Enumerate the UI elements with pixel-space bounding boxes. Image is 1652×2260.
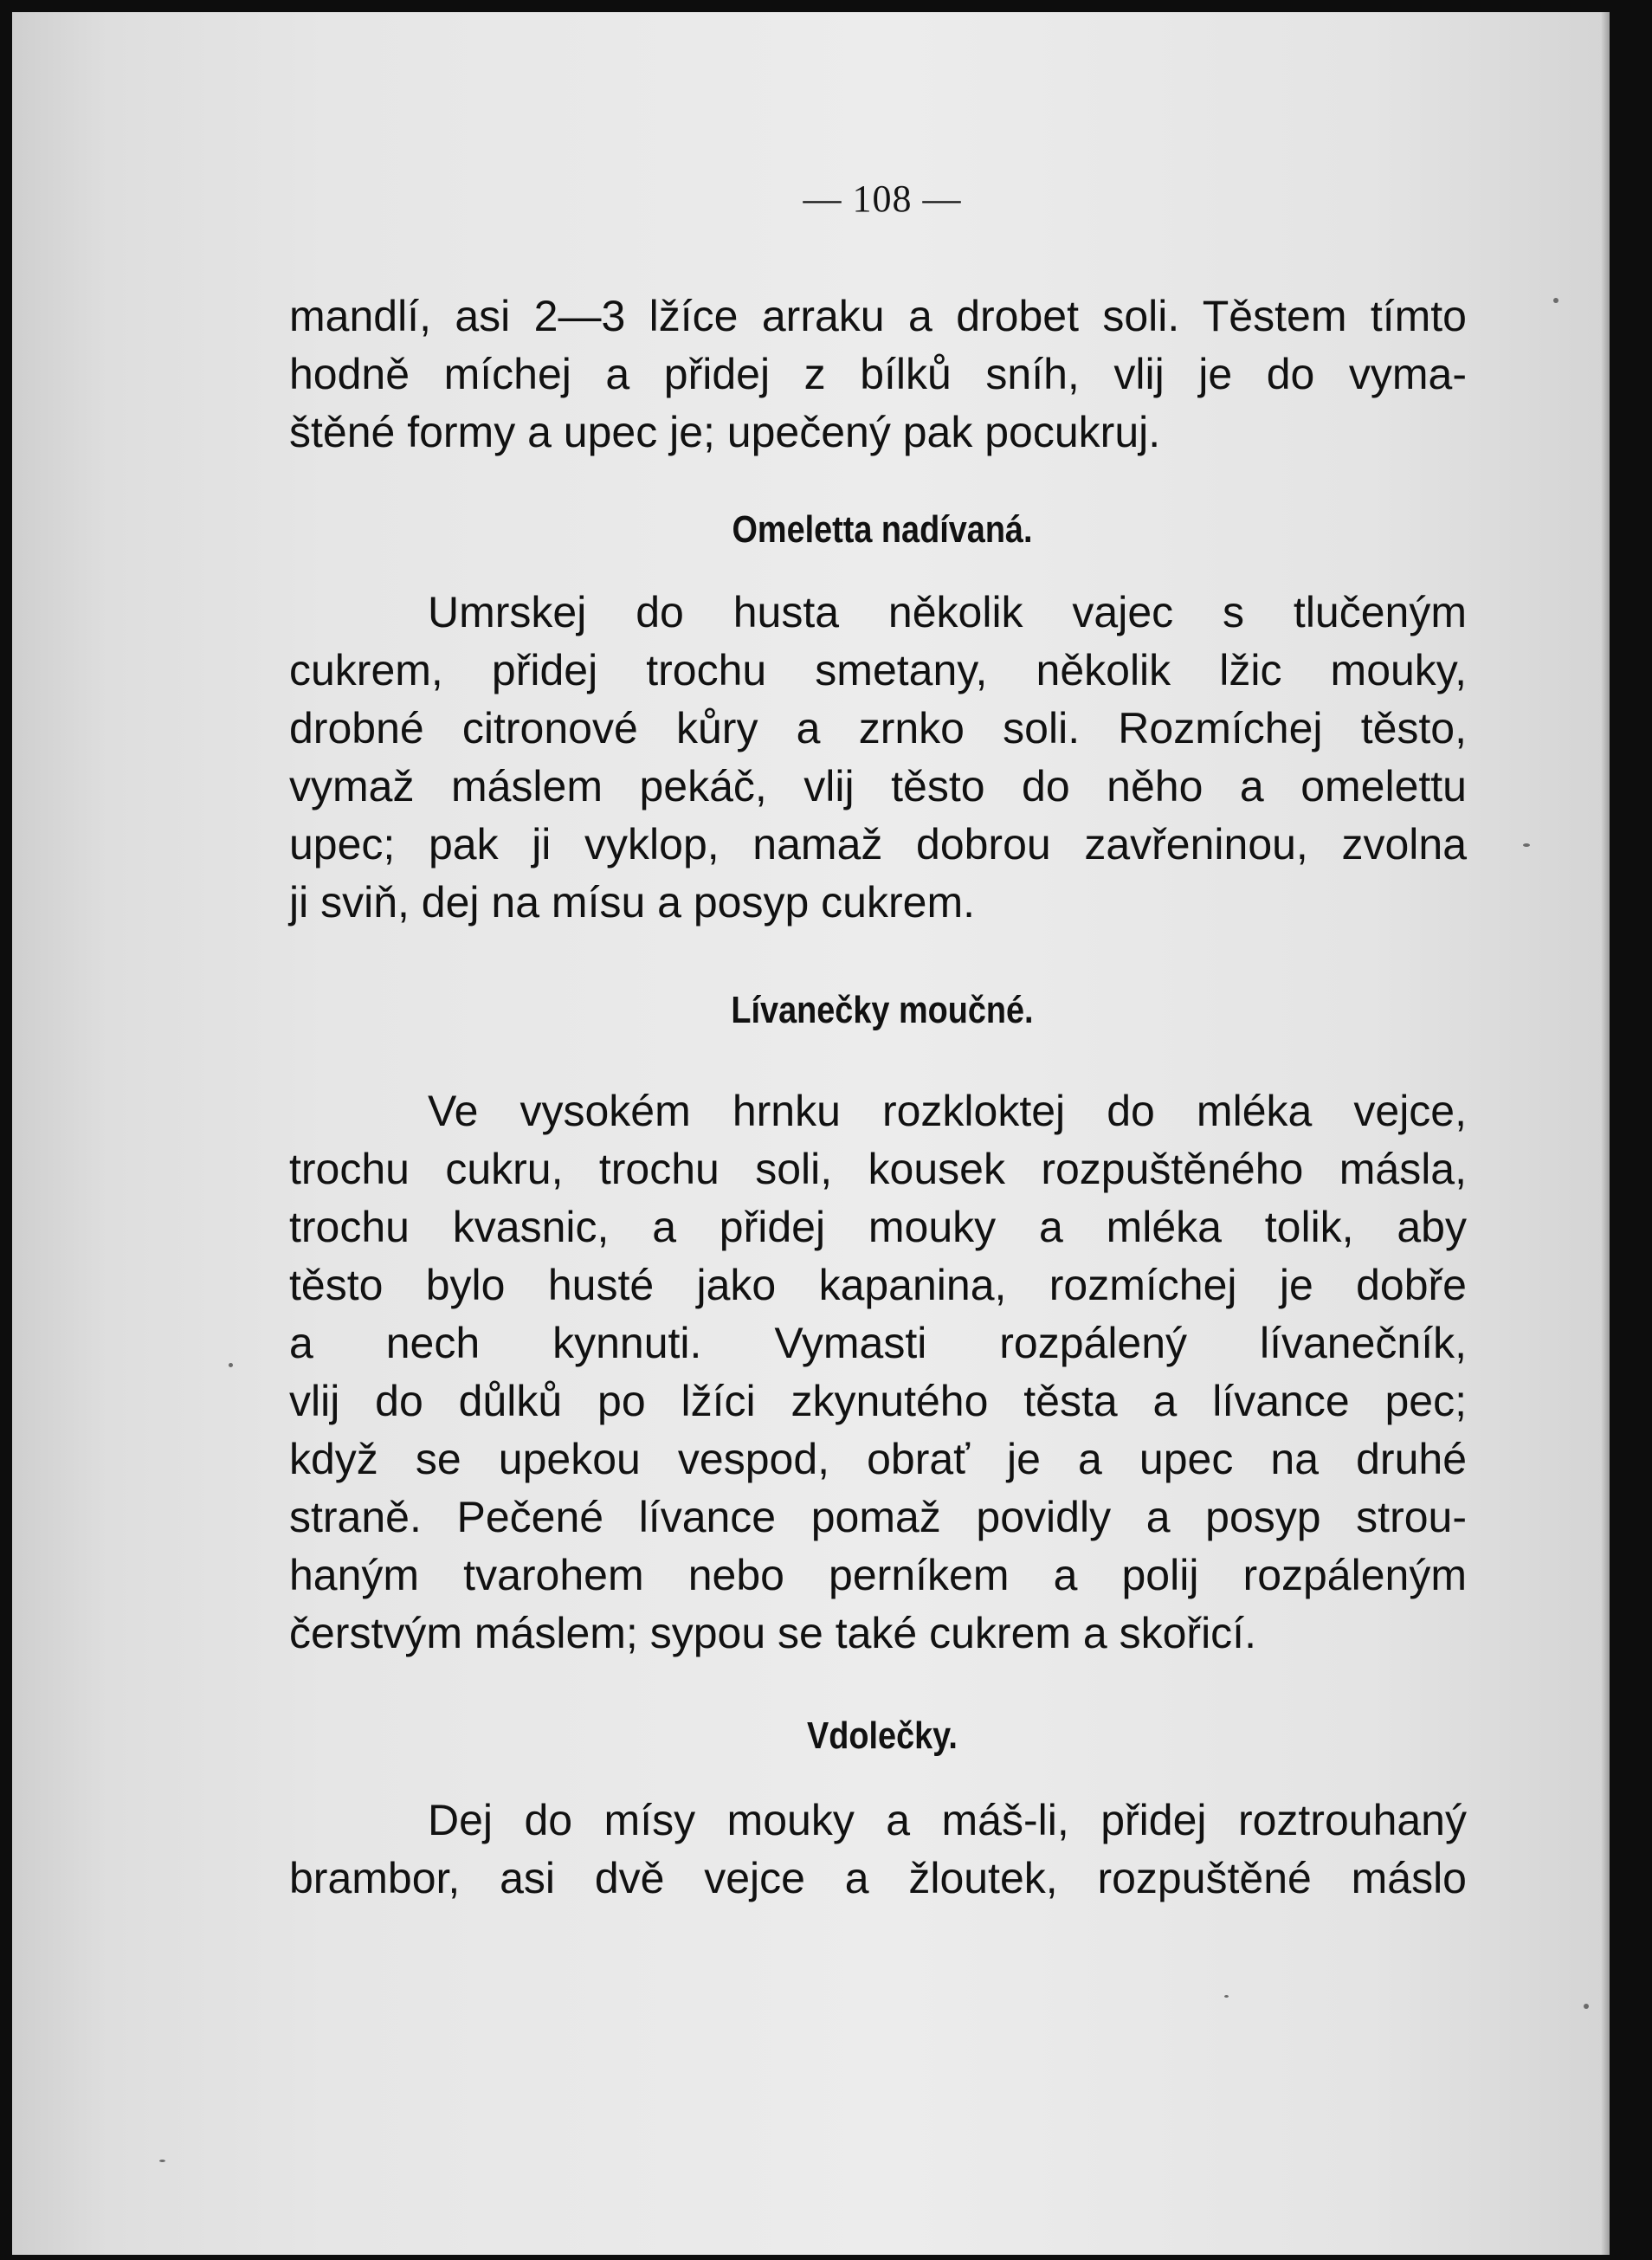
text-line: Umrskej do husta několik vajec s tlučeným bbox=[428, 588, 1467, 636]
print-speck bbox=[1224, 1995, 1229, 1998]
section-heading-livanecky: Lívanečky moučné. bbox=[731, 989, 1034, 1031]
text-line: trochu cukru, trochu soli, kousek rozpuštěného másla, bbox=[289, 1145, 1467, 1193]
section-heading-vdolecky: Vdolečky. bbox=[807, 1714, 958, 1757]
intro-paragraph bbox=[289, 287, 1467, 462]
text-line: těsto bylo husté jako kapanina, rozmíchej je dobře bbox=[289, 1261, 1467, 1309]
print-speck bbox=[1523, 843, 1530, 847]
text-line: a nech kynnuti. Vymasti rozpálený lívanečník, bbox=[289, 1319, 1467, 1367]
page-edge-shadow bbox=[1601, 12, 1610, 2255]
print-speck bbox=[159, 2160, 165, 2162]
text-line: vymaž máslem pekáč, vlij těsto do něho a omelettu bbox=[289, 762, 1467, 810]
text-line: cukrem, přidej trochu smetany, několik lžic mouky, bbox=[289, 646, 1467, 694]
section-paragraph-livanecky bbox=[289, 1082, 1467, 1663]
print-speck bbox=[1553, 298, 1558, 303]
section-paragraph-vdolecky bbox=[289, 1792, 1467, 1908]
text-line: haným tvarohem nebo perníkem a polij rozpáleným bbox=[289, 1551, 1467, 1599]
book-page bbox=[12, 12, 1610, 2255]
text-line: drobné citronové kůry a zrnko soli. Rozmíchej těsto, bbox=[289, 704, 1467, 752]
text-line: vlij do důlků po lžíci zkynutého těsta a lívance pec; bbox=[289, 1377, 1467, 1425]
print-speck bbox=[1584, 2004, 1589, 2009]
section-heading-omeletta: Omeletta nadívaná. bbox=[732, 508, 1033, 551]
text-line: když se upekou vespod, obrať je a upec na druhé bbox=[289, 1435, 1467, 1483]
text-line: Ve vysokém hrnku rozkloktej do mléka vejce, bbox=[428, 1087, 1467, 1135]
text-line: čerstvým máslem; sypou se také cukrem a skořicí. bbox=[289, 1609, 1256, 1657]
text-line: Dej do mísy mouky a máš-li, přidej roztrouhaný bbox=[428, 1796, 1467, 1844]
text-line: upec; pak ji vyklop, namaž dobrou zavřeninou, zvolna bbox=[289, 820, 1467, 868]
section-paragraph-omeletta bbox=[289, 584, 1467, 932]
text-line: straně. Pečené lívance pomaž povidly a posyp strou- bbox=[289, 1493, 1467, 1541]
text-line: ji sviň, dej na mísu a posyp cukrem. bbox=[289, 878, 975, 927]
text-line: mandlí, asi 2—3 lžíce arraku a drobet soli. Těstem tímto bbox=[289, 292, 1467, 340]
text-line: brambor, asi dvě vejce a žloutek, rozpuštěné máslo bbox=[289, 1854, 1467, 1902]
text-line: štěné formy a upec je; upečený pak pocukruj. bbox=[289, 408, 1161, 456]
page-number: — 108 — bbox=[803, 178, 962, 220]
print-speck bbox=[229, 1363, 233, 1367]
text-line: hodně míchej a přidej z bílků sníh, vlij je do vyma- bbox=[289, 350, 1467, 398]
text-line: trochu kvasnic, a přidej mouky a mléka tolik, aby bbox=[289, 1203, 1467, 1251]
